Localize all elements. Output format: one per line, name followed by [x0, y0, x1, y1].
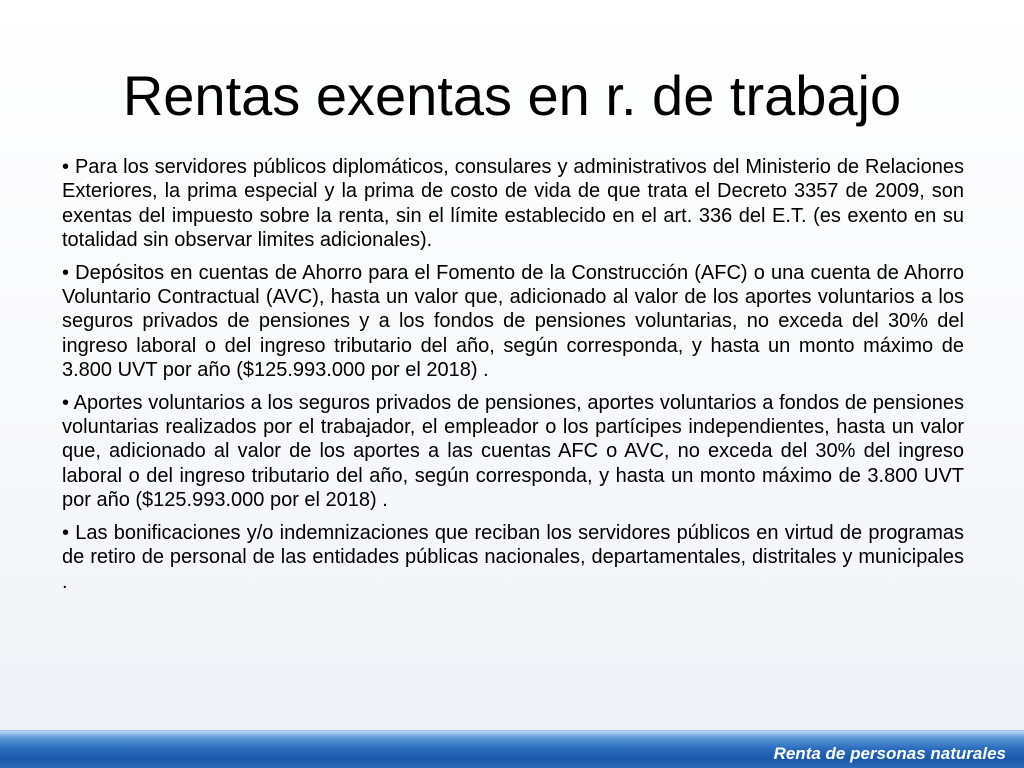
footer-bar: [0, 730, 1024, 768]
slide-title: Rentas exentas en r. de trabajo: [122, 64, 902, 127]
bullet-paragraph-bonificaciones: • Las bonificaciones y/o indemnizaciones que reciban los servidores públicos en virtud de programas de retiro de personal de las entidades públicas nacionales, departamentales, distritales y municipales .: [62, 521, 964, 593]
bullet-paragraph-aportes-voluntarios: • Aportes voluntarios a los seguros privados de pensiones, aportes voluntarios a fondos de pensiones voluntarias realizados por el trabajador, el empleador o los partícipes independientes, hasta un valor que, adicionado al valor de los aportes a las cuentas AFC o AVC, no exceda del 30% del ingreso laboral o del ingreso tributario del año, según corresponda, y hasta un monto máximo de 3.800 UVT por año ($125.993.000 por el 2018) .: [62, 391, 964, 512]
slide-body: [62, 155, 964, 602]
bullet-paragraph-afc-avc: • Depósitos en cuentas de Ahorro para el Fomento de la Construcción (AFC) o una cuenta de Ahorro Voluntario Contractual (AVC), hasta un valor que, adicionado al valor de los aportes voluntarios a los seguros privados de pensiones y a los fondos de pensiones voluntarias, no exceda del 30% del ingreso laboral o del ingreso tributario del año, según corresponda, y hasta un monto máximo de 3.800 UVT por año ($125.993.000 por el 2018) .: [62, 261, 964, 382]
footer-label: Renta de personas naturales: [773, 744, 1006, 763]
bullet-paragraph-diplomaticos: • Para los servidores públicos diplomáticos, consulares y administrativos del Ministerio de Relaciones Exteriores, la prima especial y la prima de costo de vida de que trata el Decreto 3357 de 2009, son exentas del impuesto sobre la renta, sin el límite establecido en el art. 336 del E.T. (es exento en su totalidad sin observar limites adicionales).: [62, 156, 964, 252]
